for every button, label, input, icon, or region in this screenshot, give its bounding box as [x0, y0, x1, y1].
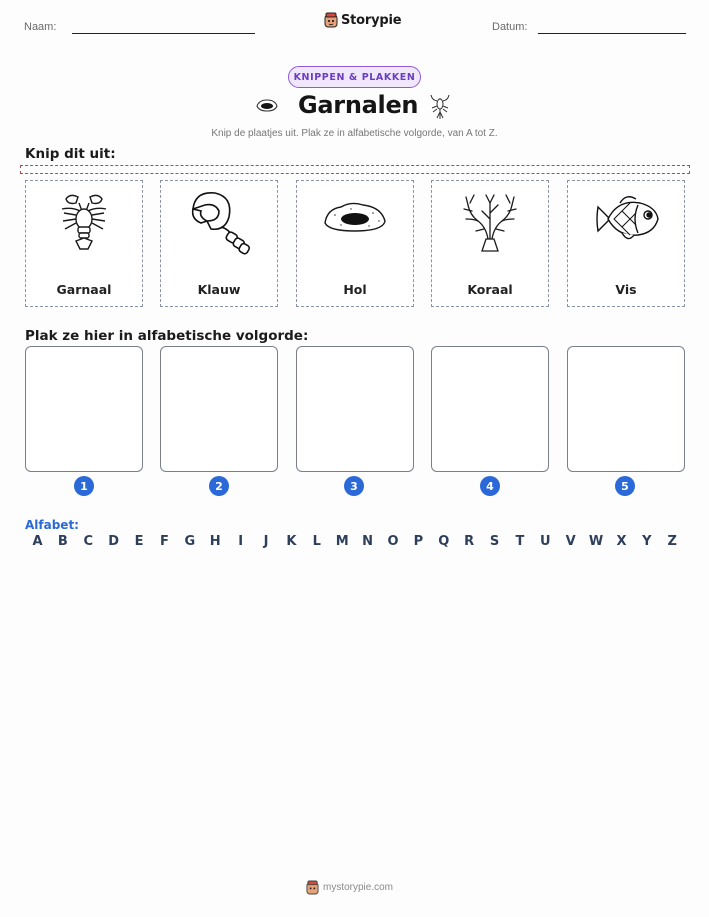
alphabet-letter: P: [413, 534, 424, 549]
alphabet-letter: Y: [642, 534, 652, 549]
alphabet-row: [25, 534, 685, 549]
alphabet-letter: V: [565, 534, 576, 549]
activity-badge: KNIPPEN & PLAKKEN: [288, 66, 421, 88]
alphabet-letter: S: [489, 534, 500, 549]
alphabet-letter: N: [362, 534, 374, 549]
claw-icon: [185, 189, 253, 257]
slot-number-3: 3: [344, 476, 364, 496]
storypie-mascot-icon: [324, 12, 338, 28]
cut-line: [20, 165, 690, 174]
page-title: Garnalen: [298, 91, 419, 119]
alphabet-letter: E: [134, 534, 144, 549]
burrow-icon: [321, 189, 389, 257]
cut-card-koraal[interactable]: [431, 180, 549, 307]
cut-card-klauw[interactable]: [160, 180, 278, 307]
alphabet-letter: C: [83, 534, 94, 549]
paste-slot-4[interactable]: [431, 346, 549, 472]
cut-section-title: Knip dit uit:: [25, 146, 116, 162]
footer: [306, 880, 393, 895]
paste-slot-3[interactable]: [296, 346, 414, 472]
burrow-icon: [255, 97, 279, 113]
alphabet-letter: W: [588, 534, 604, 549]
alphabet-label: Alfabet:: [25, 518, 79, 532]
alphabet-letter: G: [184, 534, 196, 549]
alphabet-letter: J: [263, 534, 269, 549]
instructions: Knip de plaatjes uit. Plak ze in alfabetische volgorde, van A tot Z.: [211, 128, 498, 139]
name-label: Naam:: [24, 21, 57, 33]
paste-section-title: Plak ze hier in alfabetische volgorde:: [25, 328, 309, 344]
alphabet-letter: K: [286, 534, 297, 549]
lobster-icon: [427, 92, 453, 120]
alphabet-letter: R: [464, 534, 475, 549]
brand-name: Storypie: [341, 12, 402, 28]
brand-logo: [324, 12, 401, 28]
alphabet-letter: X: [616, 534, 627, 549]
alphabet-letter: T: [515, 534, 525, 549]
card-label: Klauw: [197, 282, 241, 297]
storypie-mascot-icon: [306, 880, 319, 895]
cut-card-garnaal[interactable]: [25, 180, 143, 307]
cut-card-vis[interactable]: [567, 180, 685, 307]
paste-slot-1[interactable]: [25, 346, 143, 472]
date-label: Datum:: [492, 21, 528, 33]
coral-icon: [456, 189, 524, 257]
fish-icon: [592, 189, 660, 257]
alphabet-letter: U: [540, 534, 551, 549]
alphabet-letter: Q: [438, 534, 450, 549]
slot-number-5: 5: [615, 476, 635, 496]
cut-card-hol[interactable]: [296, 180, 414, 307]
alphabet-letter: I: [238, 534, 244, 549]
alphabet-letter: D: [108, 534, 120, 549]
name-line[interactable]: [72, 33, 255, 34]
slot-number-2: 2: [209, 476, 229, 496]
paste-slot-2[interactable]: [160, 346, 278, 472]
alphabet-letter: O: [387, 534, 399, 549]
alphabet-letter: A: [32, 534, 43, 549]
slot-number-1: 1: [74, 476, 94, 496]
card-label: Hol: [343, 282, 367, 297]
alphabet-letter: B: [57, 534, 68, 549]
alphabet-letter: Z: [667, 534, 677, 549]
footer-url[interactable]: mystorypie.com: [323, 882, 394, 893]
card-label: Vis: [615, 282, 637, 297]
alphabet-letter: H: [209, 534, 221, 549]
alphabet-letter: M: [335, 534, 349, 549]
date-line[interactable]: [538, 33, 686, 34]
lobster-icon: [50, 189, 118, 257]
alphabet-letter: L: [312, 534, 321, 549]
card-label: Koraal: [467, 282, 513, 297]
slot-number-4: 4: [480, 476, 500, 496]
card-label: Garnaal: [56, 282, 112, 297]
paste-slot-5[interactable]: [567, 346, 685, 472]
alphabet-letter: F: [160, 534, 169, 549]
